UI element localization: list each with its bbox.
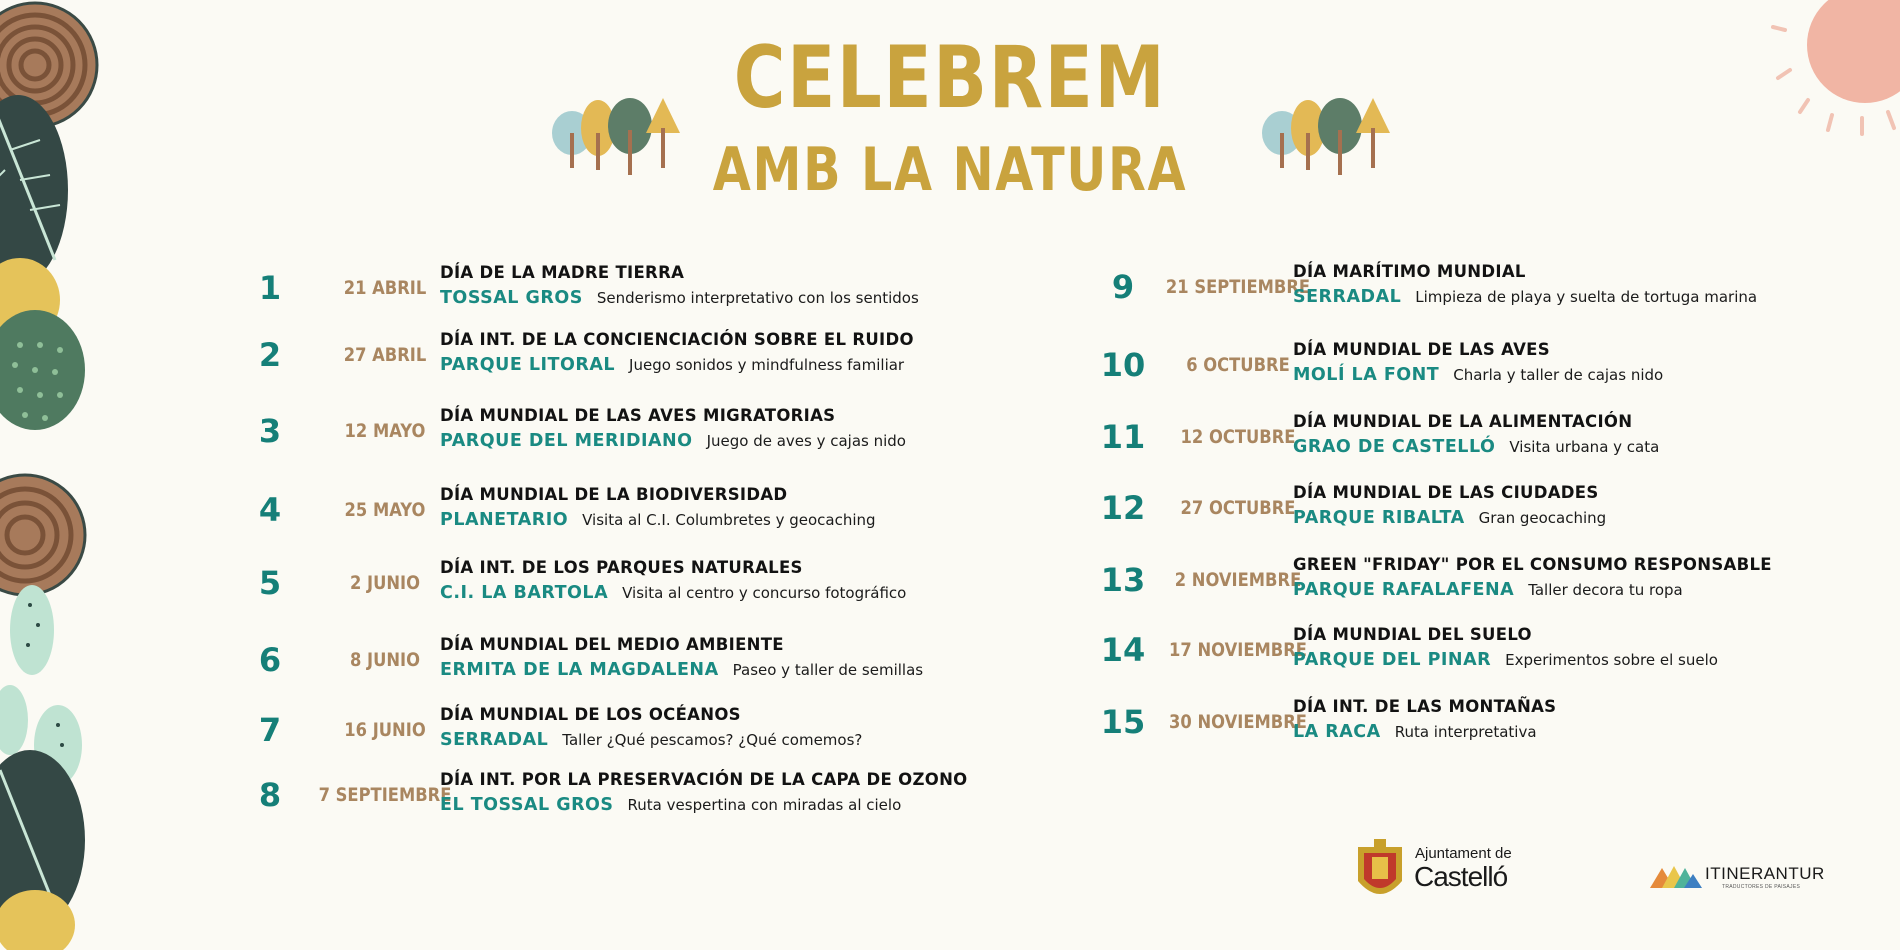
event-date: 2 JUNIO bbox=[349, 572, 421, 594]
event-activity: Ruta vespertina con miradas al cielo bbox=[627, 796, 902, 814]
event-activity: Juego sonidos y mindfulness familiar bbox=[629, 356, 905, 374]
coat-of-arms-icon bbox=[1350, 835, 1410, 909]
event-number: 2 bbox=[258, 336, 282, 374]
event-date: 7 SEPTIEMBRE bbox=[318, 784, 452, 806]
event-name: DÍA INT. DE LAS MONTAÑAS bbox=[1293, 697, 1557, 716]
event-activity: Senderismo interpretativo con los sentidos bbox=[596, 289, 919, 307]
event-number: 6 bbox=[258, 641, 282, 679]
event-activity: Gran geocaching bbox=[1478, 509, 1607, 527]
event-number: 3 bbox=[258, 412, 282, 450]
event-name: GREEN "FRIDAY" POR EL CONSUMO RESPONSABLE bbox=[1293, 555, 1772, 574]
left-nature-decoration bbox=[0, 0, 100, 950]
event-date: 21 ABRIL bbox=[343, 277, 427, 299]
event-name: DÍA MUNDIAL DE LOS OCÉANOS bbox=[440, 705, 741, 724]
event-activity: Experimentos sobre el suelo bbox=[1505, 651, 1718, 669]
event-activity: Limpieza de playa y suelta de tortuga marina bbox=[1415, 288, 1758, 306]
event-date: 21 SEPTIEMBRE bbox=[1165, 276, 1311, 298]
event-number: 4 bbox=[258, 491, 282, 529]
event-place: PARQUE DEL PINAR Experimentos sobre el suelo bbox=[1293, 650, 1718, 670]
itinerantur-tagline: TRADUCTORES DE PAISAJES bbox=[1722, 884, 1801, 890]
event-number: 11 bbox=[1100, 418, 1146, 456]
event-activity: Visita urbana y cata bbox=[1509, 438, 1660, 456]
event-date: 12 OCTUBRE bbox=[1180, 426, 1296, 448]
event-place: LA RACA Ruta interpretativa bbox=[1293, 722, 1537, 742]
event-name: DÍA MUNDIAL DEL SUELO bbox=[1293, 625, 1532, 644]
event-activity: Taller ¿Qué pescamos? ¿Qué comemos? bbox=[562, 731, 863, 749]
event-place: PARQUE RIBALTA Gran geocaching bbox=[1293, 508, 1607, 528]
event-place: ERMITA DE LA MAGDALENA Paseo y taller de semillas bbox=[440, 660, 924, 680]
event-name: DÍA INT. DE LA CONCIENCIACIÓN SOBRE EL RUIDO bbox=[440, 330, 914, 349]
event-place: TOSSAL GROS Senderismo interpretativo con los sentidos bbox=[440, 288, 919, 308]
event-date: 12 MAYO bbox=[344, 420, 426, 442]
event-name: DÍA MUNDIAL DE LAS CIUDADES bbox=[1293, 483, 1599, 502]
event-place: SERRADAL Limpieza de playa y suelta de tortuga marina bbox=[1293, 287, 1758, 307]
event-number: 12 bbox=[1100, 489, 1146, 527]
event-place: PARQUE RAFALAFENA Taller decora tu ropa bbox=[1293, 580, 1683, 600]
event-place: SERRADAL Taller ¿Qué pescamos? ¿Qué comemos? bbox=[440, 730, 863, 750]
event-number: 10 bbox=[1100, 346, 1146, 384]
event-name: DÍA MUNDIAL DE LA BIODIVERSIDAD bbox=[440, 485, 788, 504]
itinerantur-name: ITINERANTUR bbox=[1705, 864, 1825, 883]
event-activity: Visita al centro y concurso fotográfico bbox=[622, 584, 907, 602]
event-name: DÍA MUNDIAL DE LAS AVES MIGRATORIAS bbox=[440, 406, 836, 425]
event-number: 1 bbox=[258, 269, 282, 307]
event-name: DÍA MARÍTIMO MUNDIAL bbox=[1293, 262, 1526, 281]
sun-icon bbox=[1770, 0, 1900, 140]
event-date: 30 NOVIEMBRE bbox=[1169, 711, 1307, 733]
event-number: 14 bbox=[1100, 631, 1146, 669]
event-date: 17 NOVIEMBRE bbox=[1169, 639, 1307, 661]
event-activity: Juego de aves y cajas nido bbox=[706, 432, 906, 450]
event-place: EL TOSSAL GROS Ruta vespertina con miradas al cielo bbox=[440, 795, 902, 815]
event-activity: Paseo y taller de semillas bbox=[732, 661, 924, 679]
event-date: 25 MAYO bbox=[344, 499, 426, 521]
event-place: MOLÍ LA FONT Charla y taller de cajas nido bbox=[1293, 365, 1664, 385]
event-number: 7 bbox=[258, 711, 282, 749]
mountains-icon bbox=[1650, 860, 1702, 890]
event-date: 27 ABRIL bbox=[343, 344, 427, 366]
event-date: 2 NOVIEMBRE bbox=[1174, 569, 1302, 591]
event-number: 5 bbox=[258, 564, 282, 602]
page-title: CELEBREM bbox=[733, 28, 1167, 128]
castello-line1: Ajuntament de bbox=[1415, 845, 1512, 862]
event-activity: Charla y taller de cajas nido bbox=[1453, 366, 1664, 384]
event-date: 6 OCTUBRE bbox=[1186, 354, 1290, 376]
event-place: PARQUE LITORAL Juego sonidos y mindfulness familiar bbox=[440, 355, 905, 375]
page-subtitle: AMB LA NATURA bbox=[712, 135, 1188, 205]
event-date: 27 OCTUBRE bbox=[1180, 497, 1296, 519]
event-name: DÍA MUNDIAL DE LA ALIMENTACIÓN bbox=[1293, 412, 1633, 431]
event-place: GRAO DE CASTELLÓ Visita urbana y cata bbox=[1293, 437, 1660, 457]
event-activity: Visita al C.I. Columbretes y geocaching bbox=[582, 511, 876, 529]
event-name: DÍA DE LA MADRE TIERRA bbox=[440, 263, 685, 282]
event-name: DÍA MUNDIAL DE LAS AVES bbox=[1293, 340, 1550, 359]
event-number: 8 bbox=[258, 776, 282, 814]
event-place: C.I. LA BARTOLA Visita al centro y concurso fotográfico bbox=[440, 583, 907, 603]
event-activity: Taller decora tu ropa bbox=[1528, 581, 1683, 599]
event-name: DÍA INT. DE LOS PARQUES NATURALES bbox=[440, 558, 803, 577]
event-number: 9 bbox=[1111, 268, 1135, 306]
event-number: 15 bbox=[1100, 703, 1146, 741]
event-place: PLANETARIO Visita al C.I. Columbretes y geocaching bbox=[440, 510, 876, 530]
event-number: 13 bbox=[1100, 561, 1146, 599]
event-place: PARQUE DEL MERIDIANO Juego de aves y cajas nido bbox=[440, 431, 906, 451]
event-date: 8 JUNIO bbox=[349, 649, 421, 671]
event-name: DÍA MUNDIAL DEL MEDIO AMBIENTE bbox=[440, 635, 784, 654]
event-date: 16 JUNIO bbox=[344, 719, 426, 741]
event-activity: Ruta interpretativa bbox=[1394, 723, 1537, 741]
castello-line2: Castelló bbox=[1414, 861, 1508, 892]
event-name: DÍA INT. POR LA PRESERVACIÓN DE LA CAPA DE OZONO bbox=[440, 770, 968, 789]
